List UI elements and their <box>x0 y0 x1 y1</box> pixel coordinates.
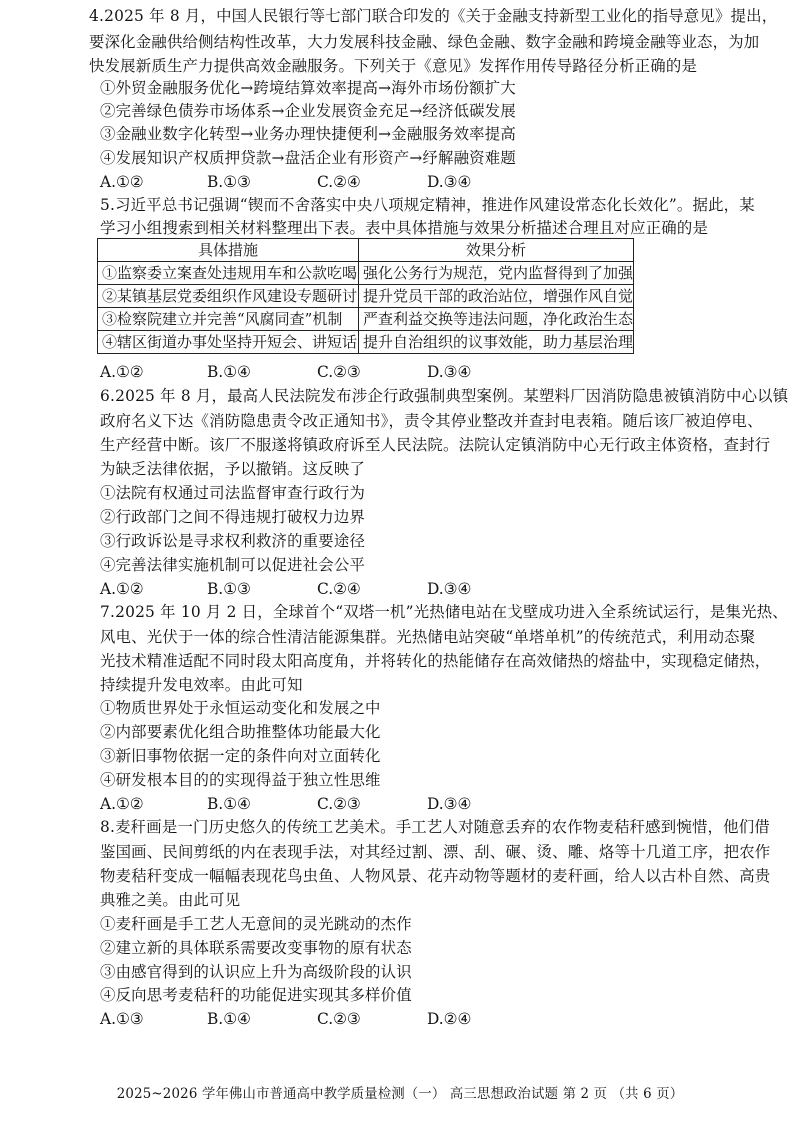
option-a: A.①② <box>100 363 144 381</box>
table-cell-effect: 提升党员干部的政治站位，增强作风自觉 <box>358 285 633 308</box>
question-6-item-4: ④完善法律实施机制可以促进社会公平 <box>100 556 366 574</box>
question-8-item-4: ④反向思考麦秸秆的功能促进实现其多样价值 <box>100 986 412 1004</box>
question-6-item-1: ①法院有权通过司法监督审查行政行为 <box>100 484 366 502</box>
option-d: D.③④ <box>427 580 472 598</box>
question-7-item-3: ③新旧事物依据一定的条件向对立面转化 <box>100 747 381 765</box>
question-5-stem-line-2: 学习小组搜索到相关材料整理出下表。表中具体措施与效果分析描述合理且对应正确的是 <box>100 219 709 237</box>
question-8-item-2: ②建立新的具体联系需要改变事物的原有状态 <box>100 939 412 957</box>
question-4-stem-line-1: 4.2025 年 8 月，中国人民银行等七部门联合印发的《关于金融支持新型工业化的指导意见》提出， <box>89 7 778 25</box>
table-header-measures: 具体措施 <box>98 239 359 262</box>
table-row <box>98 262 634 285</box>
question-8-item-3: ③由感官得到的认识应上升为高级阶段的认识 <box>100 963 412 981</box>
question-6-item-2: ②行政部门之间不得违规打破权力边界 <box>100 508 366 526</box>
question-8-stem-line-3: 物麦秸秆变成一幅幅表现花鸟虫鱼、人物风景、花卉动物等题材的麦秆画，给人以古朴自然、高贵 <box>100 867 771 885</box>
table-cell-measure: ③检察院建立并完善“风腐同查”机制 <box>98 308 359 331</box>
page-footer: 2025~2026 学年佛山市普通高中教学质量检测（一） 高三思想政治试题 第 2 页 （共 6 页） <box>116 1086 684 1102</box>
question-8-item-1: ①麦秆画是手工艺人无意间的灵光跳动的杰作 <box>100 915 412 933</box>
measures-effects-table <box>97 238 634 354</box>
table-row <box>98 285 634 308</box>
question-8-stem-line-4: 典雅之美。由此可见 <box>100 891 241 909</box>
option-d: D.②④ <box>427 1010 472 1028</box>
question-7-stem-line-4: 持续提升发电效率。由此可知 <box>100 676 303 694</box>
question-7-item-1: ①物质世界处于永恒运动变化和发展之中 <box>100 699 381 717</box>
option-b: B.①④ <box>207 1010 251 1028</box>
question-6-item-3: ③行政诉讼是寻求权利救济的重要途径 <box>100 532 366 550</box>
question-4-item-2: ②完善绿色债券市场体系→企业发展资金充足→经济低碳发展 <box>100 102 516 120</box>
option-a: A.①② <box>100 795 144 813</box>
option-a: A.①② <box>100 173 144 191</box>
question-6-stem-line-3: 生产经营中断。该厂不服遂将镇政府诉至人民法院。法院认定镇消防中心无行政主体资格，查封行 <box>100 436 771 454</box>
option-b: B.①④ <box>207 795 251 813</box>
option-b: B.①④ <box>207 363 251 381</box>
question-8-stem-line-1: 8.麦秆画是一门历史悠久的传统工艺美术。手工艺人对随意丢弃的农作物麦秸秆感到惋惜，他们借 <box>100 818 770 836</box>
table-cell-effect: 严查利益交换等违法问题，净化政治生态 <box>358 308 633 331</box>
table-cell-effect: 强化公务行为规范，党内监督得到了加强 <box>358 262 633 285</box>
option-c: C.②④ <box>317 580 361 598</box>
question-7-stem-line-2: 风电、光伏于一体的综合性清洁能源集群。光热储电站突破“单塔单机”的传统范式，利用动态聚 <box>100 628 756 646</box>
question-4-stem-line-3: 快发展新质生产力提供高效金融服务。下列关于《意见》发挥作用传导路径分析正确的是 <box>89 57 698 75</box>
question-4-item-1: ①外贸金融服务优化→跨境结算效率提高→海外市场份额扩大 <box>100 79 516 97</box>
option-b: B.①③ <box>207 580 251 598</box>
table-row <box>98 331 634 354</box>
question-4-item-3: ③金融业数字化转型→业务办理快捷便利→金融服务效率提高 <box>100 125 516 143</box>
option-c: C.②③ <box>317 363 361 381</box>
question-6-stem-line-4: 为缺乏法律依据，予以撤销。这反映了 <box>100 460 366 478</box>
question-7-stem-line-1: 7.2025 年 10 月 2 日，全球首个“双塔一机”光热储电站在戈壁成功进入全系统试运行，是集光热、 <box>100 603 788 621</box>
table-cell-measure: ①监察委立案查处违规用车和公款吃喝 <box>98 262 359 285</box>
question-4-stem-line-2: 要深化金融供给侧结构性改革，大力发展科技金融、绿色金融、数字金融和跨境金融等业态，为加 <box>89 33 760 51</box>
option-a: A.①③ <box>100 1010 144 1028</box>
option-a: A.①② <box>100 580 144 598</box>
option-d: D.③④ <box>427 173 472 191</box>
option-c: C.②③ <box>317 795 361 813</box>
question-4-item-4: ④发展知识产权质押贷款→盘活企业有形资产→纾解融资难题 <box>100 149 516 167</box>
question-8-stem-line-2: 鉴国画、民间剪纸的内在表现手法，对其经过割、漂、刮、碾、烫、雕、烙等十几道工序，把农作 <box>100 843 771 861</box>
option-c: C.②④ <box>317 173 361 191</box>
question-6-stem-line-1: 6.2025 年 8 月，最高人民法院发布涉企行政强制典型案例。某塑料厂因消防隐患被镇消防中心以镇 <box>100 387 789 405</box>
question-5-stem-line-1: 5.习近平总书记强调“锲而不舍落实中央八项规定精神，推进作风建设常态化长效化”。据此，某 <box>100 196 755 214</box>
table-cell-effect: 提升自治组织的议事效能，助力基层治理 <box>358 331 633 354</box>
table-cell-measure: ④辖区街道办事处坚持开短会、讲短话 <box>98 331 359 354</box>
question-6-stem-line-2: 政府名义下达《消防隐患责令改正通知书》，责令其停业整改并查封电表箱。随后该厂被迫停电、 <box>100 412 763 430</box>
table-header-row <box>98 239 634 262</box>
option-d: D.③④ <box>427 795 472 813</box>
table-row <box>98 308 634 331</box>
question-7-item-2: ②内部要素优化组合助推整体功能最大化 <box>100 723 381 741</box>
table-header-effects: 效果分析 <box>358 239 633 262</box>
option-b: B.①③ <box>207 173 251 191</box>
option-d: D.③④ <box>427 363 472 381</box>
table-cell-measure: ②某镇基层党委组织作风建设专题研讨 <box>98 285 359 308</box>
option-c: C.②③ <box>317 1010 361 1028</box>
question-7-stem-line-3: 光技术精准适配不同时段太阳高度角，并将转化的热能储存在高效储热的熔盐中，实现稳定储热， <box>100 652 771 670</box>
question-7-item-4: ④研发根本目的的实现得益于独立性思维 <box>100 771 381 789</box>
